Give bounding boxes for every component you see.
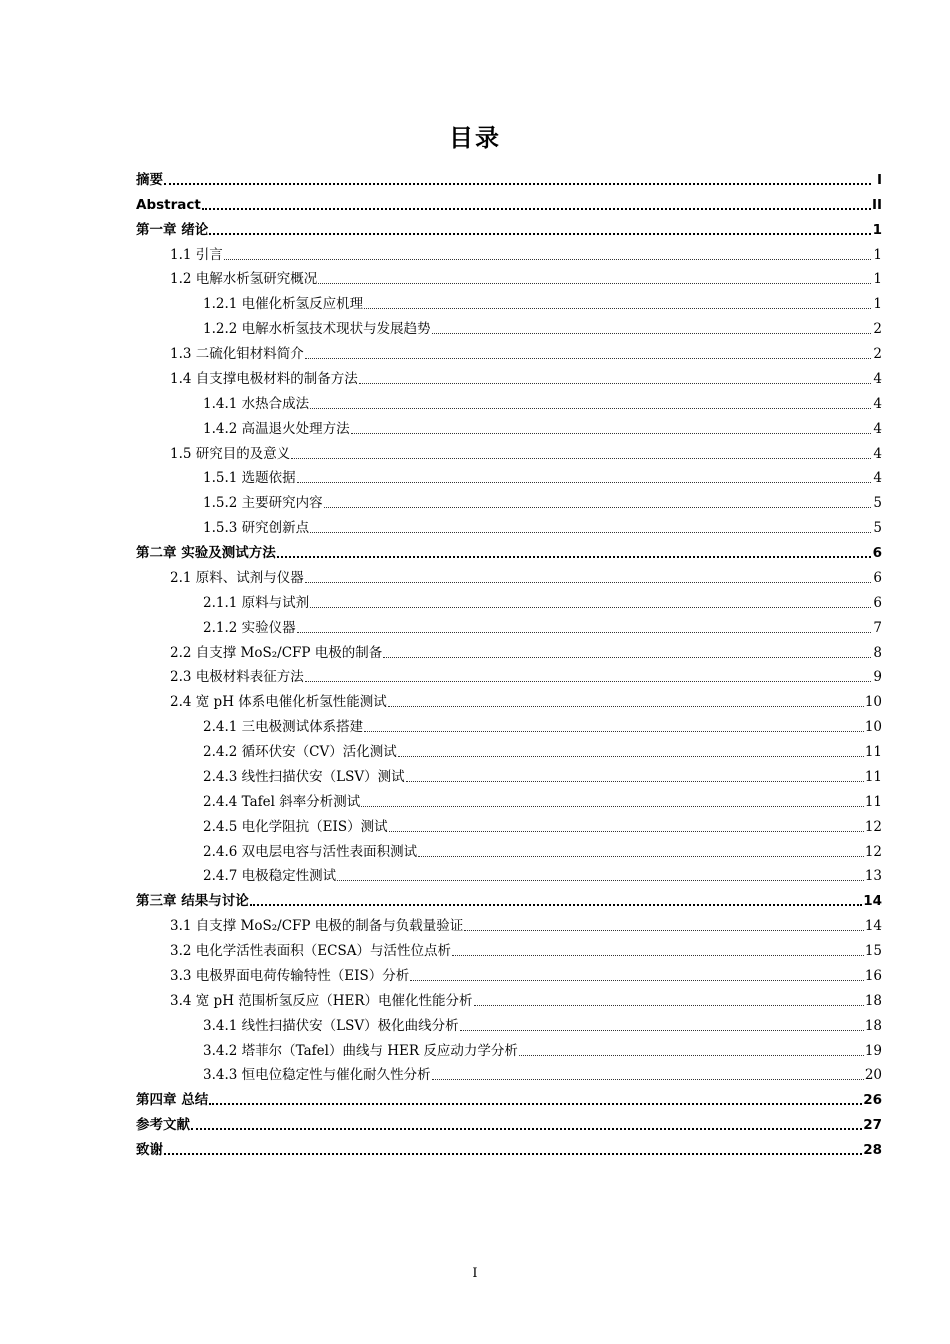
toc-entry-page: 1 — [873, 246, 882, 263]
dot-leader — [164, 169, 871, 185]
toc-entry-page: 12 — [864, 818, 882, 835]
dot-leader — [383, 643, 871, 658]
toc-entry-page: 4 — [873, 370, 882, 387]
toc-entry-label: 2.4 宽 pH 体系电催化析氢性能测试 — [170, 694, 387, 711]
toc-entry[interactable] — [136, 263, 882, 288]
toc-entry[interactable] — [136, 238, 882, 263]
toc-entry-label: 2.4.1 三电极测试体系搭建 — [203, 719, 364, 736]
toc-entry-page: 4 — [873, 470, 882, 487]
toc-entry[interactable] — [136, 188, 882, 213]
toc-entry-page: 10 — [864, 719, 882, 736]
toc-entry[interactable] — [136, 611, 882, 636]
toc-entry-label: 3.4 宽 pH 范围析氢反应（HER）电催化性能分析 — [170, 992, 473, 1009]
toc-entry-page: 9 — [873, 669, 882, 686]
dot-leader — [464, 916, 864, 931]
toc-entry[interactable] — [136, 860, 882, 885]
toc-entry-label: 参考文献 — [136, 1117, 190, 1134]
toc-entry[interactable] — [136, 213, 882, 238]
toc-entry-page: 4 — [873, 395, 882, 412]
toc-entry[interactable] — [136, 959, 882, 984]
dot-leader — [432, 319, 871, 334]
toc-entry-label: 1.5 研究目的及意义 — [170, 445, 291, 462]
dot-leader — [388, 692, 864, 707]
dot-leader — [432, 1065, 864, 1080]
dot-leader — [474, 991, 864, 1006]
toc-entry[interactable] — [136, 586, 882, 611]
toc-entry[interactable] — [136, 835, 882, 860]
toc-entry-page: 7 — [873, 619, 882, 636]
toc-entry[interactable] — [136, 934, 882, 959]
toc-entry[interactable] — [136, 685, 882, 710]
toc-entry-page: 5 — [873, 520, 882, 537]
toc-entry-page: 28 — [863, 1142, 882, 1158]
toc-entry-page: II — [871, 196, 882, 213]
toc-entry[interactable] — [136, 486, 882, 511]
toc-entry-label: 1.5.1 选题依据 — [203, 470, 296, 487]
toc-entry-label: 1.5.3 研究创新点 — [203, 520, 310, 537]
toc-entry-page: 26 — [863, 1092, 882, 1109]
toc-entry-label: 1.3 二硫化钼材料简介 — [170, 346, 304, 362]
toc-entry-label: 1.4.1 水热合成法 — [203, 395, 310, 412]
toc-entry[interactable] — [136, 561, 882, 586]
toc-entry-label: 1.2.1 电催化析氢反应机理 — [203, 296, 364, 313]
toc-entry-page: 16 — [864, 967, 882, 984]
dot-leader — [305, 667, 871, 682]
toc-entry-page: 4 — [873, 420, 882, 437]
dot-leader — [519, 1041, 864, 1056]
dot-leader — [277, 542, 871, 558]
toc-entry-page: I — [876, 171, 882, 188]
table-of-contents — [136, 163, 882, 1158]
toc-entry[interactable] — [136, 437, 882, 462]
toc-entry-page: 18 — [864, 1017, 882, 1034]
toc-entry-page: 12 — [864, 843, 882, 860]
toc-entry-page: 11 — [864, 744, 882, 760]
toc-entry-page: 6 — [873, 594, 882, 611]
toc-entry[interactable] — [136, 884, 882, 909]
toc-entry[interactable] — [136, 735, 882, 760]
toc-entry-page: 6 — [872, 545, 882, 561]
toc-entry[interactable] — [136, 1108, 882, 1133]
toc-entry-page: 1 — [873, 271, 882, 288]
toc-entry-page: 19 — [864, 1042, 882, 1059]
toc-entry[interactable] — [136, 710, 882, 735]
toc-entry-page: 2 — [873, 321, 882, 338]
toc-entry[interactable] — [136, 511, 882, 536]
toc-entry[interactable] — [136, 785, 882, 810]
toc-entry-label: 第二章 实验及测试方法 — [136, 545, 276, 561]
toc-entry-label: 3.1 自支撑 MoS₂/CFP 电极的制备与负载量验证 — [170, 918, 464, 935]
toc-entry[interactable] — [136, 1034, 882, 1059]
toc-entry[interactable] — [136, 536, 882, 561]
toc-entry-page: 20 — [864, 1067, 882, 1084]
toc-entry-page: 2 — [873, 346, 882, 362]
dot-leader — [460, 1016, 864, 1031]
toc-entry-page: 14 — [863, 893, 882, 910]
toc-entry-label: 2.1.2 实验仪器 — [203, 619, 296, 636]
toc-entry-page: 27 — [863, 1117, 882, 1134]
dot-leader — [310, 394, 871, 409]
toc-entry-label: 1.5.2 主要研究内容 — [203, 495, 323, 512]
toc-entry-page: 11 — [864, 793, 882, 810]
dot-leader — [410, 966, 864, 981]
toc-entry[interactable] — [136, 1009, 882, 1034]
toc-entry-page: 4 — [873, 445, 882, 462]
dot-leader — [305, 344, 871, 359]
toc-entry-label: 1.2.2 电解水析氢技术现状与发展趋势 — [203, 321, 431, 338]
toc-entry-label: 3.3 电极界面电荷传输特性（EIS）分析 — [170, 967, 410, 984]
toc-entry-label: 致谢 — [136, 1142, 163, 1158]
toc-entry[interactable] — [136, 810, 882, 835]
toc-entry[interactable] — [136, 909, 882, 934]
toc-entry[interactable] — [136, 412, 882, 437]
toc-entry-label: 第三章 结果与讨论 — [136, 893, 249, 910]
toc-entry-label: 2.4.3 线性扫描伏安（LSV）测试 — [203, 768, 405, 785]
toc-entry[interactable] — [136, 287, 882, 312]
dot-leader — [310, 518, 871, 533]
dot-leader — [318, 269, 871, 284]
toc-entry-page: 1 — [873, 296, 882, 313]
toc-entry-label: 第四章 总结 — [136, 1092, 209, 1109]
dot-leader — [250, 890, 863, 906]
toc-entry[interactable] — [136, 760, 882, 785]
toc-entry-page: 10 — [864, 694, 882, 711]
page-title: 目录 — [449, 124, 501, 152]
toc-entry-page: 8 — [873, 644, 882, 661]
toc-entry[interactable] — [136, 163, 882, 188]
toc-entry-page: 18 — [864, 992, 882, 1009]
toc-entry-label: 2.4.5 电化学阻抗（EIS）测试 — [203, 818, 388, 835]
toc-entry-label: 2.3 电极材料表征方法 — [170, 669, 304, 686]
dot-leader — [164, 1139, 862, 1155]
toc-entry-page: 14 — [864, 918, 882, 935]
dot-leader — [351, 419, 871, 434]
dot-leader — [389, 817, 864, 832]
toc-entry[interactable] — [136, 636, 882, 661]
dot-leader — [209, 1089, 862, 1105]
dot-leader — [305, 568, 871, 583]
toc-entry[interactable] — [136, 362, 882, 387]
dot-leader — [297, 618, 871, 633]
toc-entry-label: 2.1.1 原料与试剂 — [203, 594, 310, 611]
toc-entry-label: 第一章 绪论 — [136, 221, 209, 238]
dot-leader — [310, 593, 871, 608]
toc-entry-label: 2.4.7 电极稳定性测试 — [203, 868, 337, 885]
dot-leader — [398, 742, 864, 757]
toc-entry-label: 2.4.6 双电层电容与活性表面积测试 — [203, 843, 418, 860]
toc-entry[interactable] — [136, 387, 882, 412]
dot-leader — [359, 369, 871, 384]
toc-entry-label: 3.2 电化学活性表面积（ECSA）与活性位点析 — [170, 943, 451, 959]
dot-leader — [224, 245, 871, 260]
toc-entry-label: 1.4 自支撑电极材料的制备方法 — [170, 370, 358, 387]
toc-entry[interactable] — [136, 1083, 882, 1108]
toc-entry-label: 3.4.2 塔菲尔（Tafel）曲线与 HER 反应动力学分析 — [203, 1042, 518, 1059]
dot-leader — [406, 767, 864, 782]
toc-entry-page: 15 — [864, 943, 882, 959]
toc-entry-label: 2.2 自支撑 MoS₂/CFP 电极的制备 — [170, 644, 383, 661]
dot-leader — [202, 194, 871, 210]
toc-entry[interactable] — [136, 1059, 882, 1084]
toc-entry[interactable] — [136, 984, 882, 1009]
toc-entry-label: 3.4.1 线性扫描伏安（LSV）极化曲线分析 — [203, 1017, 459, 1034]
toc-entry-label: 1.2 电解水析氢研究概况 — [170, 271, 318, 288]
toc-entry-label: 3.4.3 恒电位稳定性与催化耐久性分析 — [203, 1067, 431, 1084]
toc-entry[interactable] — [136, 661, 882, 686]
toc-entry-page: 1 — [872, 221, 882, 238]
page-number: I — [472, 1266, 478, 1281]
toc-entry-label: 2.4.4 Tafel 斜率分析测试 — [203, 793, 361, 810]
toc-entry[interactable] — [136, 1133, 882, 1158]
dot-leader — [361, 792, 864, 807]
dot-leader — [324, 493, 871, 508]
dot-leader — [418, 842, 864, 857]
dot-leader — [291, 444, 871, 459]
toc-entry-page: 13 — [864, 868, 882, 885]
toc-entry-page: 6 — [873, 569, 882, 586]
dot-leader — [337, 866, 864, 881]
dot-leader — [452, 941, 864, 956]
toc-entry[interactable] — [136, 312, 882, 337]
toc-entry-page: 11 — [864, 768, 882, 785]
dot-leader — [191, 1114, 862, 1130]
toc-entry-label: 2.1 原料、试剂与仪器 — [170, 569, 304, 586]
toc-entry-label: 摘要 — [136, 171, 163, 188]
toc-entry-label: Abstract — [136, 196, 201, 213]
dot-leader — [364, 717, 864, 732]
dot-leader — [297, 468, 871, 483]
toc-entry[interactable] — [136, 462, 882, 487]
toc-entry[interactable] — [136, 337, 882, 362]
dot-leader — [209, 219, 871, 235]
toc-entry-page: 5 — [873, 495, 882, 512]
toc-entry-label: 2.4.2 循环伏安（CV）活化测试 — [203, 744, 397, 760]
dot-leader — [364, 294, 871, 309]
toc-entry-label: 1.4.2 高温退火处理方法 — [203, 420, 350, 437]
toc-entry-label: 1.1 引言 — [170, 246, 223, 263]
